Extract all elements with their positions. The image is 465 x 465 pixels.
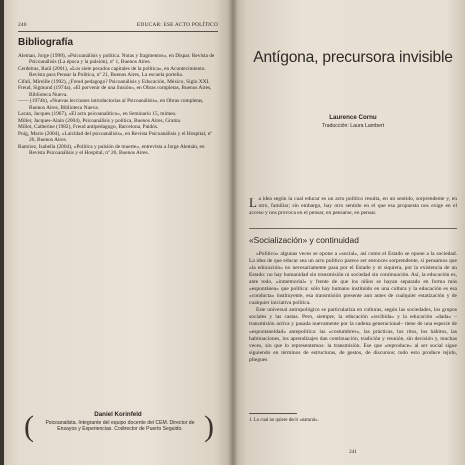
- author-description: Psicoanalista. Integrante del equipo docente del CEM. Director de Ensayos y Experiencias. Codirector de Puerto Seguido.: [45, 420, 195, 433]
- author-name: Daniel Korinfeld: [94, 411, 142, 418]
- bibliography-entry: Miller, Jacques-Alain (2004), Psicoanálisis y política, Buenos Aires, Grama.: [18, 117, 182, 124]
- bibliography-entry: Cifali, Mireille (1992), ¿Freud pedagogo? Psicoanálisis y Educación, México, Siglo XXI.: [18, 78, 210, 85]
- bibliography-entry: Aleman, Jorge (1998), «Psicoanálisis y política. Notas y fragmentos», en Dispar. Revista de Psicoanálisis (La época y la pulsión), nº 1, Buenos Aires.: [18, 53, 215, 66]
- article-title: Antígona, precursora invisible: [253, 49, 453, 66]
- bibliography-heading: Bibliografía: [18, 37, 74, 48]
- bibliography-entry: Freud, Sigmund (1974a), «El porvenir de una ilusión», en Obras completas, Buenos Aires, Biblioteca Nueva.: [18, 85, 212, 98]
- bibliography-entry: Millot, Catherine (1982), Freud antipedagogo, Barcelona, Paidós.: [18, 124, 159, 131]
- bibliography-entry: Lacan, Jacques (1967), «El acto psicoanalítico», en Seminario 15, mimeo.: [18, 111, 177, 118]
- article-author: Laurence Cornu: [329, 114, 377, 121]
- bibliography-entry: —— (1974b), «Nuevas lecciones introductorias al Psicoanálisis», en Obras completas, Buenos Aires, Biblioteca Nueva.: [18, 98, 204, 111]
- footnote-rule: [249, 413, 297, 414]
- body-paragraph: «Político» algunas veces se opone a «social», así como el Estado se opone a la sociedad. La idea de que educar sea un acto político parece ser entonces sorprendente, si pensamos que «la educación» no necesariamente pasa por el Estado y ni siquiera, por la existencia de un Estado: no hay humanidad sin transmisión ni sociedad sin continuación. Así, la educación es, ante todo, «inmemorial» y frente de que los niños se hayan separado en forma más «espontánea» que política: sólo hay humano instituido en una cultura y la educación es esa «conducta» instituyente, esa transmisión presente aun antes de cualquier estatización y de cualquier iniciativa política.: [249, 251, 457, 307]
- lead-rule: [249, 228, 457, 229]
- right-parenthesis-ornament: ): [204, 410, 214, 443]
- right-page: [233, 0, 465, 465]
- page-number-right: 241: [349, 449, 357, 455]
- lead-paragraph: [249, 196, 457, 217]
- page-edge-shadow: [0, 0, 4, 465]
- book-gutter: [228, 0, 238, 465]
- bibliography-list: [18, 53, 218, 156]
- footnote: 1. Lo cual no quiere decir «natural».: [249, 418, 319, 423]
- body-paragraph: Este universal antropológico se particulariza en culturas, según las sociedades, los grupos sociales y las castas. Pero, siempre, la educación «recibida» y la educación «dada» –transmisión activa y pasada nuevamente por la cadena generacional– tiene de una especie de «espontaneidad» antepolítica: las «costumbres», las prácticas, los ritos, los hábitos, las habituaciones, los aprendizajes dan continuación, tradición y reunión, sin decisión y, muchas veces, sin que lo representemos: la transmisión. Ese que «reproduce» al ser social sigue siguiendo en términos de estructuras, de gestos, de discursos: todo esto produce tejido, pliegues: [249, 307, 457, 363]
- section-subheading: «Socialización» y continuidad: [249, 235, 359, 245]
- bibliography-entry: Puig, Mario (2004), «Laicidad del psicoanálisis», en Revista Psicoanálisis y el Hospital, nº 26, Buenos Aires.: [18, 130, 213, 143]
- drop-cap: L: [249, 195, 257, 210]
- translation-credit: Traducción: Laura Lambert: [321, 123, 385, 129]
- lead-text: a idea según la cual educar es un acto político resulta, en un sentido, sorprendente y, en otro, familiar; sin embargo, hay otro sentido en el que esa propuesta nos exige en el acceso y nos provoca en el pensar, en pensarse, en pensar.: [249, 196, 457, 216]
- page-number-left: 240: [18, 22, 27, 28]
- running-title: EDUCAR: ESE ACTO POLÍTICO: [136, 22, 218, 28]
- article-body: [249, 251, 457, 364]
- bibliography-entry: Ramírez, Isabella (2004), «Política y pulsión de muerte», entrevista a Jorge Alemán, en Revista Psicoanálisis y el Hospital, nº 26, Buenos Aires.: [18, 143, 205, 156]
- author-bio-block: [18, 410, 218, 448]
- header-rule: [18, 31, 218, 32]
- left-parenthesis-ornament: (: [24, 410, 34, 443]
- bibliography-entry: Cerdeiras, Raúl (2001), «Los siete pecados capitales de la política», en Acontecimiento. Revista para Pensar la Política, nº 21, Buenos Aires, La escuela porteña.: [18, 65, 206, 79]
